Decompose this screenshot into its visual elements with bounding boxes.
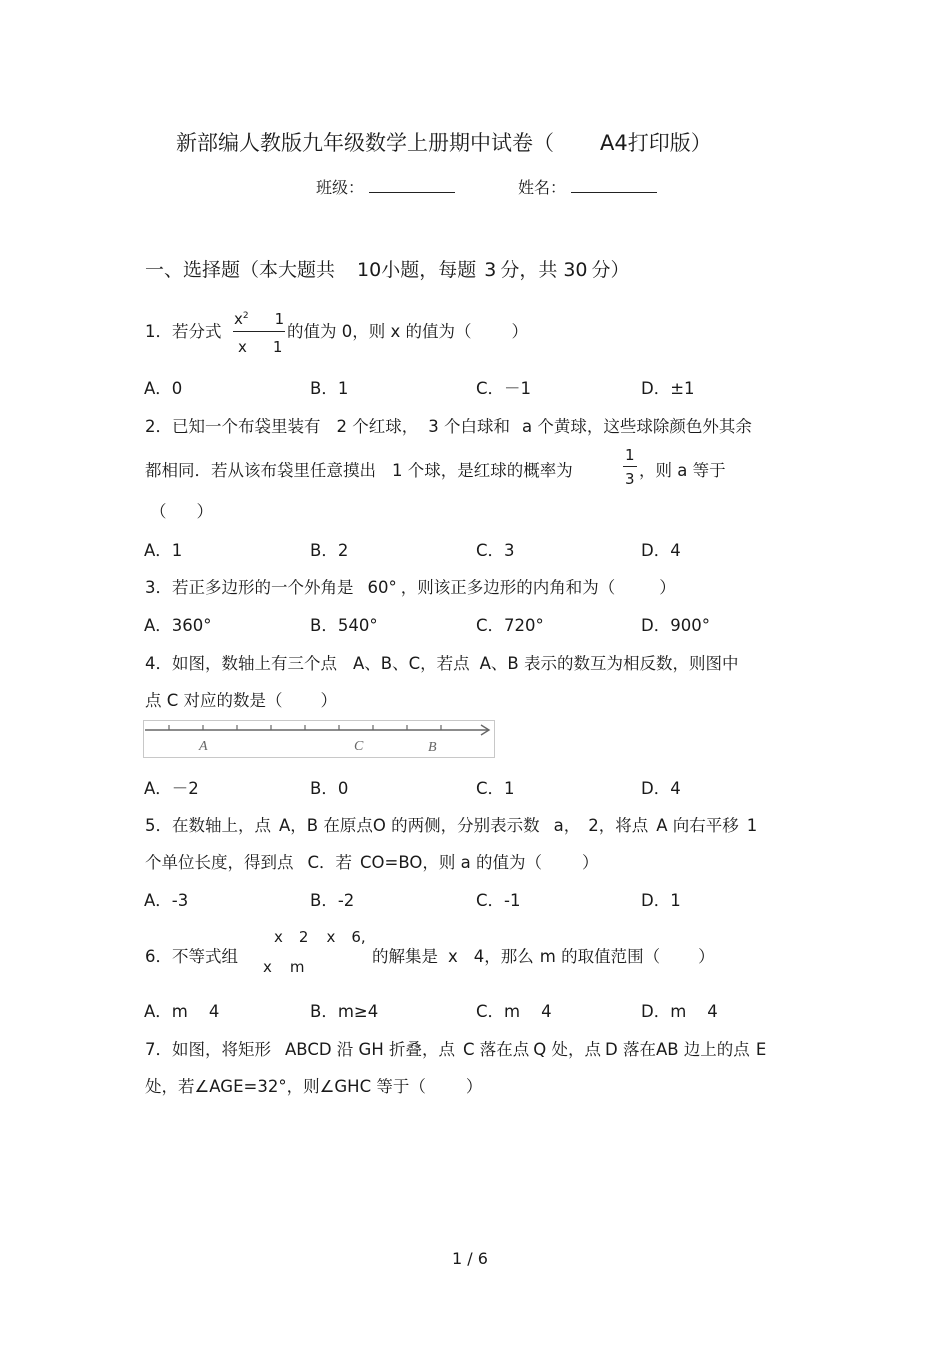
document-title: [176, 127, 712, 157]
q5-option-c[interactable]: C．-1: [476, 891, 521, 910]
number-line-figure: [143, 720, 495, 758]
class-label: 班级：: [316, 178, 365, 197]
q6-option-a[interactable]: A．m 4: [144, 1002, 220, 1021]
axis-ticks: [169, 725, 441, 730]
q6-system-row2: x m: [263, 958, 305, 976]
q2-option-b[interactable]: B．2: [310, 541, 349, 560]
q3-option-c[interactable]: C．720°: [476, 616, 544, 635]
q1-numerator: $x^2$ 1: [234, 310, 285, 328]
q6-option-d[interactable]: D．m 4: [641, 1002, 718, 1021]
q6-option-b[interactable]: B．m≥4: [310, 1002, 379, 1021]
q2-line2-tail: ，则 a 等于: [639, 461, 726, 480]
q2-line1: 2．已知一个布袋里装有 2 个红球， 3 个白球和 a 个黄球，这些球除颜色外其余: [145, 417, 752, 436]
q1-text: 的值为 0，则 x 的值为（ ）: [287, 322, 528, 341]
q4-line2: 点 C 对应的数是（ ）: [145, 691, 338, 710]
title-rest: 打印版）: [627, 131, 712, 155]
q2-fraction-bar: [623, 466, 637, 467]
q6-system-row1: x 2 x 6,: [274, 928, 366, 946]
q4-option-d[interactable]: D．4: [641, 779, 681, 798]
name-blank[interactable]: [571, 175, 657, 193]
q1-denominator: x 1: [238, 338, 283, 356]
q5-line1: 5．在数轴上，点 A，B 在原点O 的两侧，分别表示数 a， 2，将点 A 向右平移 1: [145, 816, 758, 835]
q2-line3: （ ）: [150, 502, 213, 521]
name-label: 姓名：: [518, 178, 567, 197]
name-field: [518, 175, 657, 198]
class-field: [316, 175, 455, 198]
section-heading: 一、选择题（本大题共 10小题，每题 3 分，共 30 分）: [145, 259, 630, 281]
q1-fraction-bar: [233, 331, 285, 332]
q3-option-b[interactable]: B．540°: [310, 616, 378, 635]
q4-line1: 4．如图，数轴上有三个点 A、B、C，若点 A、B 表示的数互为相反数，则图中: [145, 654, 739, 673]
q1-option-a[interactable]: A．0: [144, 379, 183, 398]
axis-label-b: B: [428, 740, 437, 755]
q6-prefix: 6．不等式组: [145, 947, 238, 966]
class-blank[interactable]: [369, 175, 455, 193]
q2-frac-den: 3: [625, 470, 635, 488]
q7-line2: 处，若∠AGE=32°，则∠GHC 等于（ ）: [145, 1077, 483, 1096]
q1-option-c[interactable]: C．－1: [476, 379, 532, 398]
title-paper-size: A4: [600, 131, 628, 155]
q5-line2: 个单位长度，得到点 C．若 CO=BO，则 a 的值为（ ）: [145, 853, 599, 872]
q1-prefix: 1．若分式: [145, 322, 222, 341]
q5-option-d[interactable]: D．1: [641, 891, 681, 910]
q3-text: 3．若正多边形的一个外角是 60° ，则该正多边形的内角和为（ ）: [145, 578, 676, 597]
q2-option-d[interactable]: D．4: [641, 541, 681, 560]
q4-option-b[interactable]: B．0: [310, 779, 349, 798]
q5-option-a[interactable]: A．-3: [144, 891, 189, 910]
q2-frac-num: 1: [625, 446, 635, 464]
q5-option-b[interactable]: B．-2: [310, 891, 355, 910]
q2-option-a[interactable]: A．1: [144, 541, 183, 560]
figure-frame: [144, 721, 495, 758]
q4-option-a[interactable]: A．－2: [144, 779, 199, 798]
q3-option-a[interactable]: A．360°: [144, 616, 212, 635]
q6-option-c[interactable]: C．m 4: [476, 1002, 552, 1021]
q1-option-b[interactable]: B．1: [310, 379, 349, 398]
q3-option-d[interactable]: D．900°: [641, 616, 710, 635]
q6-text: 的解集是 x 4，那么 m 的取值范围（ ）: [372, 947, 715, 966]
page-number: 1 / 6: [452, 1249, 488, 1268]
q2-option-c[interactable]: C．3: [476, 541, 515, 560]
q2-line2: 都相同．若从该布袋里任意摸出 1 个球，是红球的概率为: [145, 461, 573, 480]
axis-label-a: A: [199, 739, 208, 754]
axis-label-c: C: [354, 739, 364, 754]
q7-line1: 7．如图，将矩形 ABCD 沿 GH 折叠，点 C 落在点 Q 处，点 D 落在AB 边上的点 E: [145, 1040, 767, 1059]
title-main: 新部编人教版九年级数学上册期中试卷（: [176, 131, 554, 155]
q4-option-c[interactable]: C．1: [476, 779, 515, 798]
q1-option-d[interactable]: D．±1: [641, 379, 695, 398]
